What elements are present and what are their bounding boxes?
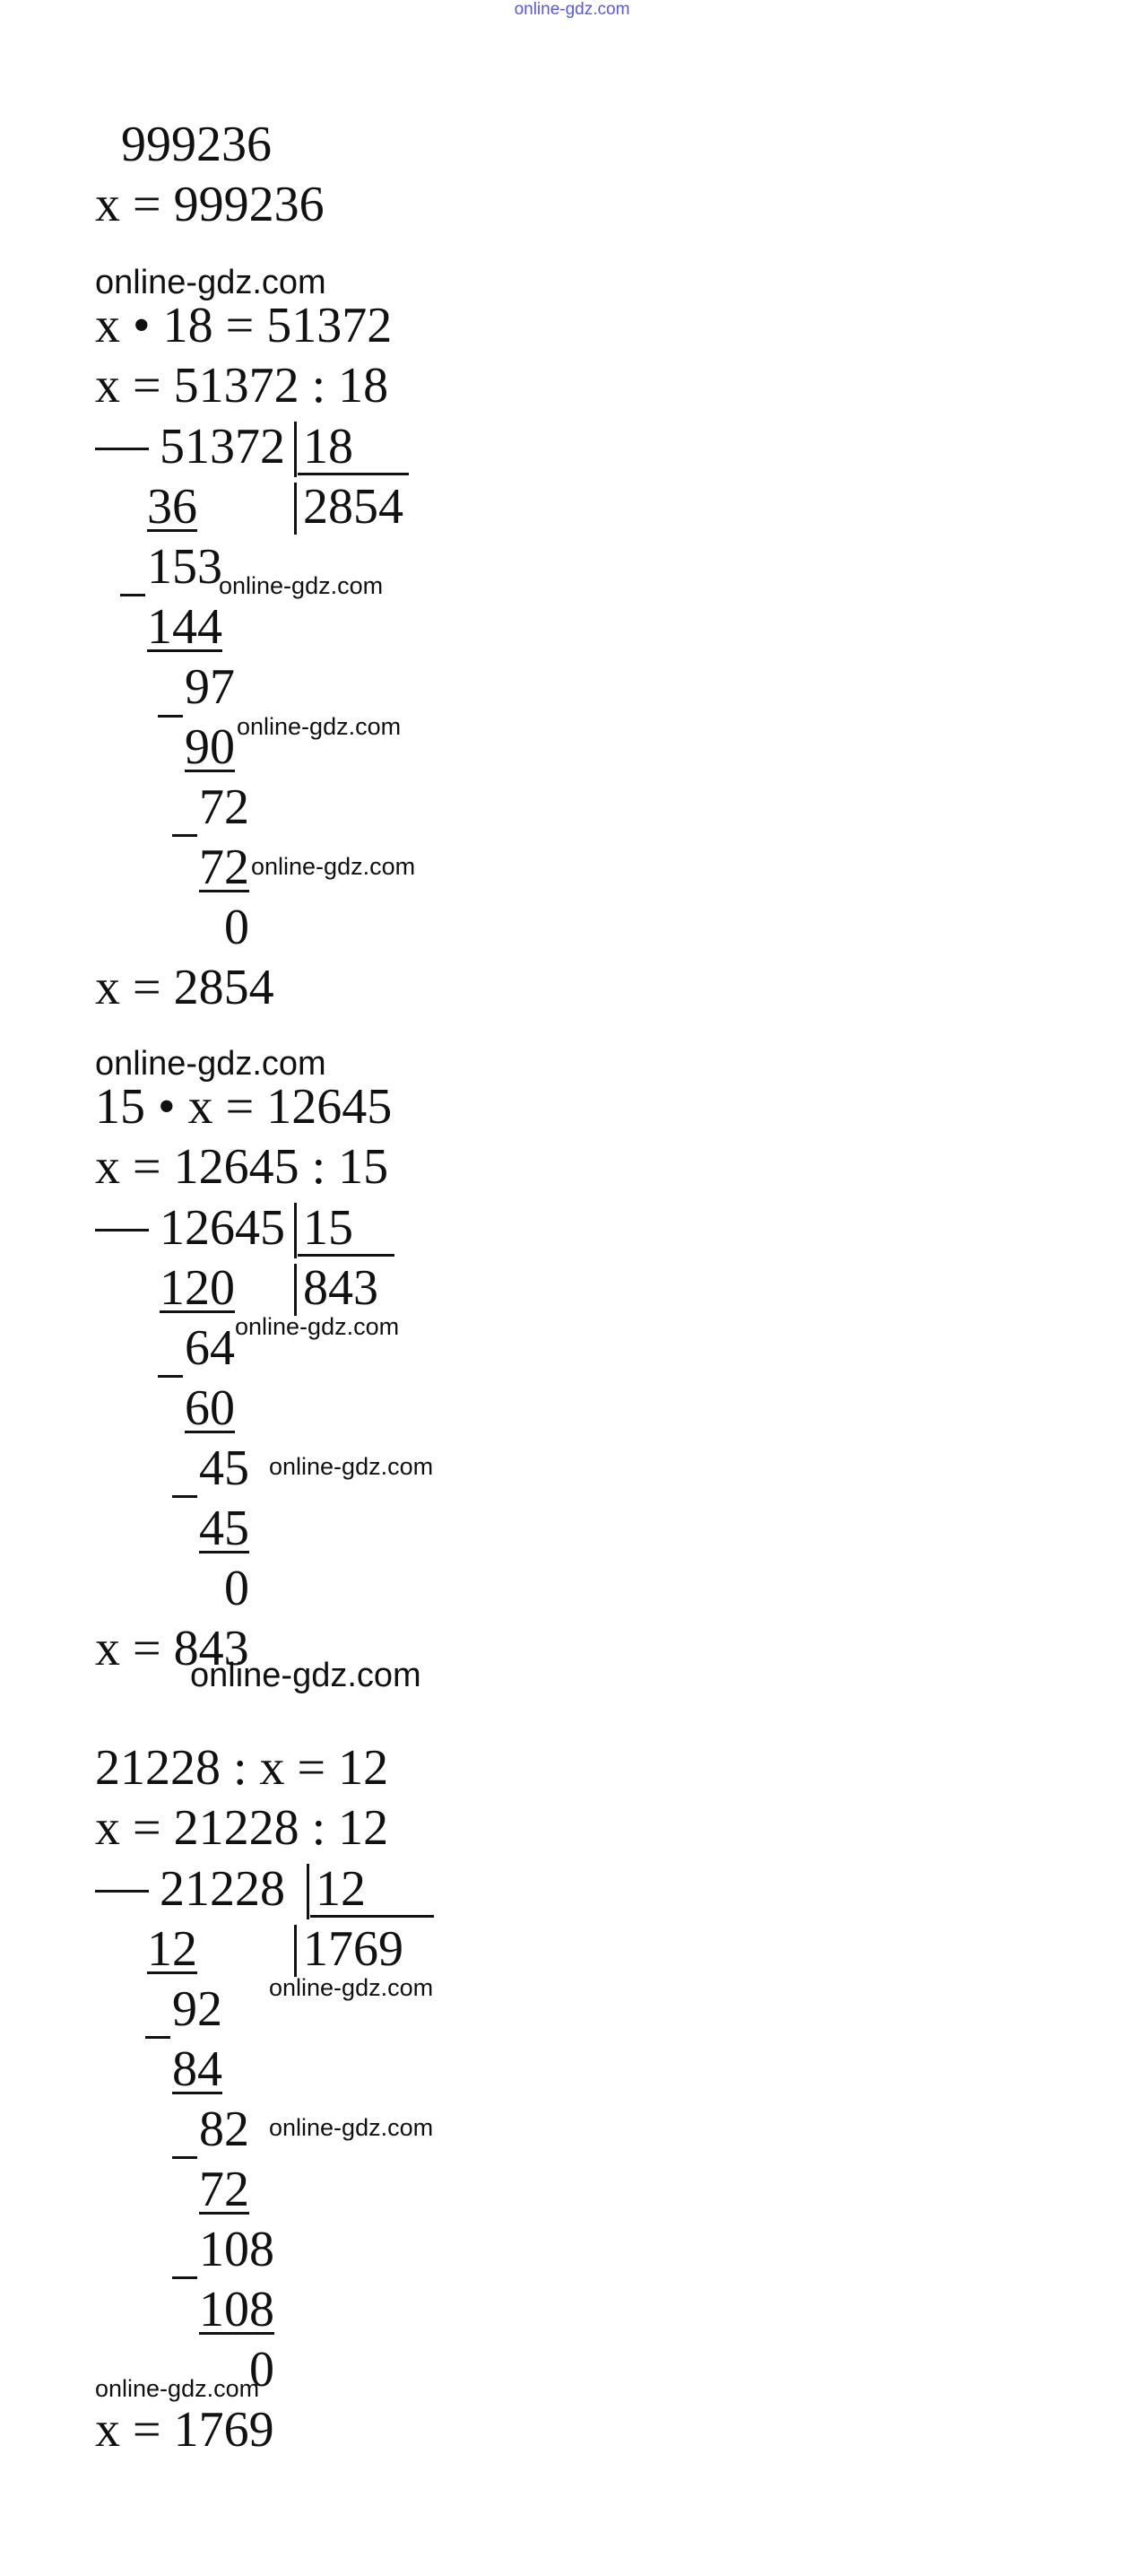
p3-equation: 15 • x = 12645 <box>95 1079 393 1135</box>
p2-answer: x = 2854 <box>95 960 274 1015</box>
p2-step: 97 <box>185 659 235 715</box>
division-bracket <box>307 1864 309 1919</box>
p3-step: 45 <box>199 1440 249 1496</box>
p3-step: 45 <box>199 1501 249 1556</box>
watermark-label: online-gdz.com <box>190 1657 421 1694</box>
p4-step: 108 <box>199 2282 274 2337</box>
watermark-label: online-gdz.com <box>251 853 416 880</box>
watermark-label: online-gdz.com <box>237 713 402 740</box>
minus-sign <box>120 594 145 596</box>
p3-step: 60 <box>185 1380 235 1436</box>
minus-sign <box>158 1375 183 1378</box>
p2-step: 72 <box>199 779 249 835</box>
p3-dividend: 12645 <box>160 1200 285 1256</box>
p4-quotient: 1769 <box>303 1921 403 1977</box>
p2-step: 90 <box>185 719 235 775</box>
p2-quotient: 2854 <box>303 479 403 535</box>
p2-step: 72 <box>199 840 249 895</box>
quotient-bracket <box>294 1925 297 1977</box>
watermark-label: online-gdz.com <box>269 1974 434 2001</box>
p4-step: 82 <box>199 2102 249 2157</box>
minus-sign <box>95 448 149 450</box>
p4-equation: 21228 : x = 12 <box>95 1740 389 1796</box>
p2-equation: x • 18 = 51372 <box>95 298 393 353</box>
quotient-bracket <box>294 483 297 535</box>
watermark-label: online-gdz.com <box>95 2375 260 2402</box>
p4-step: 0 <box>249 2342 274 2398</box>
p4-step: 92 <box>172 1981 222 2037</box>
p1-answer: x = 999236 <box>95 177 325 232</box>
divisor-underline <box>298 473 409 475</box>
watermark-label: online-gdz.com <box>235 1313 400 1340</box>
division-bracket <box>294 1203 297 1258</box>
top-watermark: online-gdz.com <box>514 0 630 19</box>
minus-sign <box>158 715 183 718</box>
watermark-label: online-gdz.com <box>95 1045 326 1083</box>
p4-step: 12 <box>147 1921 197 1977</box>
watermark-label: online-gdz.com <box>269 2114 434 2141</box>
p3-quotient: 843 <box>303 1260 378 1316</box>
minus-sign <box>172 2276 197 2279</box>
watermark-label: online-gdz.com <box>219 572 384 599</box>
p4-step: 72 <box>199 2162 249 2217</box>
p3-step: 120 <box>160 1260 235 1316</box>
quotient-bracket <box>294 1264 297 1316</box>
p2-dividend: 51372 <box>160 419 285 474</box>
minus-sign <box>145 2036 170 2039</box>
p4-rearranged: x = 21228 : 12 <box>95 1800 389 1856</box>
watermark-label: online-gdz.com <box>95 264 326 301</box>
minus-sign <box>172 1495 197 1498</box>
p3-answer: x = 843 <box>95 1621 249 1676</box>
p2-step: 153 <box>147 539 222 595</box>
division-bracket <box>294 422 297 477</box>
p2-divisor: 18 <box>303 419 353 474</box>
minus-sign <box>172 834 197 837</box>
p3-step: 64 <box>185 1320 235 1376</box>
p2-rearranged: x = 51372 : 18 <box>95 358 389 413</box>
p1-quotient-line: 999236 <box>121 117 272 172</box>
p2-step: 0 <box>224 900 249 955</box>
p4-step: 84 <box>172 2041 222 2097</box>
p4-dividend: 21228 <box>160 1861 285 1917</box>
divisor-underline <box>310 1915 434 1918</box>
minus-sign <box>95 1229 149 1231</box>
p2-step: 144 <box>147 599 222 655</box>
p4-step: 108 <box>199 2222 274 2277</box>
divisor-underline <box>298 1254 394 1257</box>
p4-divisor: 12 <box>316 1861 366 1917</box>
minus-sign <box>172 2156 197 2159</box>
p3-rearranged: x = 12645 : 15 <box>95 1139 389 1195</box>
p3-step: 0 <box>224 1561 249 1616</box>
watermark-label: online-gdz.com <box>269 1453 434 1480</box>
minus-sign <box>95 1890 149 1893</box>
p2-step: 36 <box>147 479 197 535</box>
p3-divisor: 15 <box>303 1200 353 1256</box>
p4-answer: x = 1769 <box>95 2402 274 2458</box>
